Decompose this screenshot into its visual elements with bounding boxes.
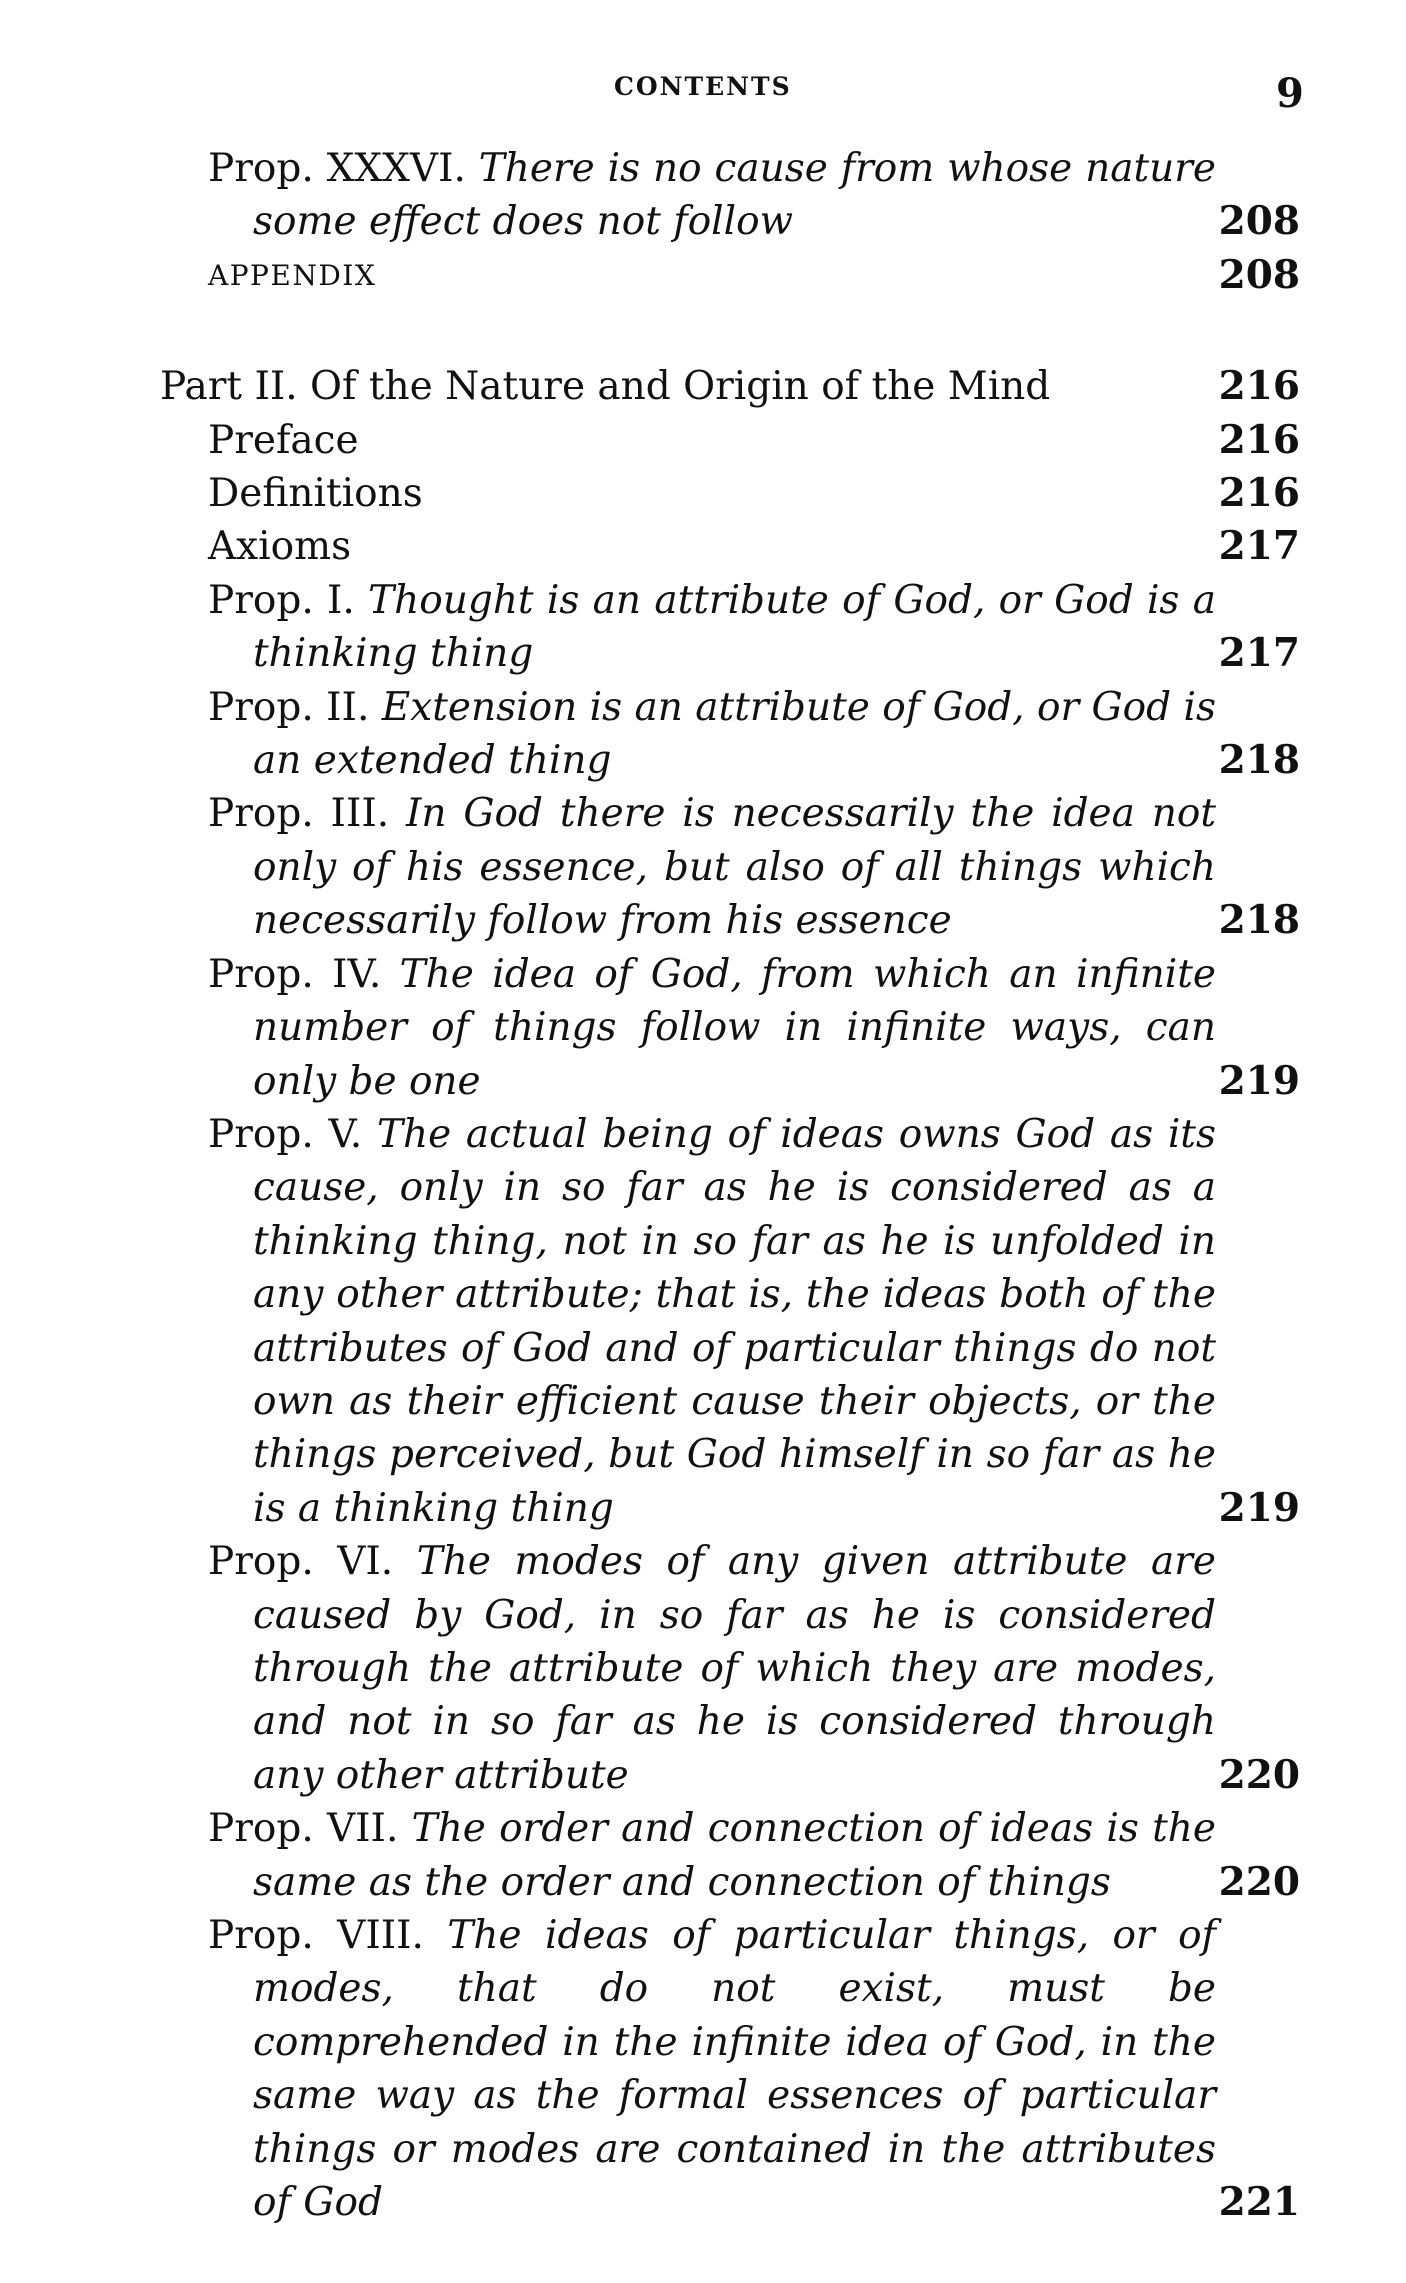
toc-part-heading [0, 360, 1406, 413]
toc-entry-prop-ii [0, 681, 1406, 788]
toc-part-label: Part II. Of the Nature and Origin of the Mind [160, 364, 1051, 410]
page-header-title: CONTENTS [614, 72, 792, 101]
toc-entry-prop-xxxvi [0, 142, 1406, 249]
toc-entry-page: 221 [1218, 2179, 1300, 2226]
toc-entry-label: Prop. VIII. [208, 1913, 424, 1958]
toc-entry-prop-vii [0, 1802, 1406, 1909]
toc-entry-label: APPENDIX [208, 258, 377, 292]
toc-entry-page: 208 [1218, 198, 1300, 245]
toc-entry-page: 218 [1218, 737, 1300, 784]
section-gap [0, 302, 1406, 360]
toc-entry-label: Prop. I. [208, 577, 355, 623]
toc-entry-prop-viii [0, 1909, 1406, 2229]
toc-entry-definitions [0, 467, 1406, 520]
toc-entry-label: Preface [208, 417, 359, 463]
toc-entry-title: The idea of God, from which an infinite number of things follow in infinite ways, can only be one [253, 951, 1216, 1104]
toc-entry-axioms [0, 520, 1406, 573]
toc-entry-page: 219 [1218, 1057, 1300, 1104]
toc-entry-page: 220 [1218, 1751, 1300, 1798]
toc-entry-label: Prop. IV. [208, 951, 382, 997]
toc-entry-label: Prop. XXXVI. [208, 146, 466, 191]
toc-entry-page: 217 [1218, 523, 1300, 570]
toc-entry-page: 216 [1218, 470, 1300, 517]
page-number: 9 [1276, 70, 1304, 117]
toc-entry-prop-vi [0, 1535, 1406, 1802]
toc-entry-label: Prop. VII. [208, 1806, 399, 1852]
toc-entry-prop-iii [0, 787, 1406, 947]
toc-entry-label: Prop. V. [208, 1111, 363, 1157]
toc-entry-page: 220 [1218, 1858, 1300, 1905]
toc-entry-title: Thought is an attribute of God, or God is a thinking thing [253, 577, 1216, 677]
toc-entry-title: The modes of any given attribute are caused by God, in so far as he is considered through the attribute of which they are modes, and not in so far as he is considered through any other attribute [253, 1539, 1216, 1798]
toc-entry-title: The actual being of ideas owns God as its cause, only in so far as he is considered as a thinking thing, not in so far as he is unfolded in any other attribute; that is, the ideas both of the attributes of God and of particular things do not own as their efficient cause their objects, or the things perceived, but God himself in so far as he is a thinking thing [253, 1111, 1216, 1531]
toc-entry-page: 218 [1218, 897, 1300, 944]
toc-entry-title: The ideas of particular things, or of modes, that do not exist, must be comprehended in the infinite idea of God, in the same way as the formal essences of particular things or modes are contained in the attributes of God [253, 1913, 1216, 2226]
toc-entry-preface [0, 414, 1406, 467]
toc-entry-label: Prop. VI. [208, 1539, 394, 1585]
toc-entry-prop-i [0, 574, 1406, 681]
toc-entry-page: 208 [1218, 251, 1300, 298]
running-head [0, 72, 1406, 132]
toc-entry-title: There is no cause from whose nature some effect does not follow [253, 146, 1216, 245]
toc-entry-title: In God there is necessarily the idea not only of his essence, but also of all things which necessarily follow from his essence [253, 791, 1216, 944]
toc-entry-prop-v [0, 1108, 1406, 1535]
toc-entry-label: Prop. II. [208, 684, 370, 730]
toc-entry-page: 216 [1218, 416, 1300, 463]
toc-entry-page: 219 [1218, 1484, 1300, 1531]
toc-entry-title: The order and connection of ideas is the same as the order and connection of things [253, 1806, 1216, 1905]
toc-entry-appendix [0, 249, 1406, 302]
table-of-contents [0, 142, 1406, 2229]
toc-entry-label: Definitions [208, 471, 423, 517]
toc-entry-page: 217 [1218, 630, 1300, 677]
toc-entry-label: Prop. III. [208, 791, 390, 837]
toc-entry-label: Axioms [208, 524, 352, 570]
toc-part-page: 216 [1218, 363, 1300, 410]
toc-entry-prop-iv [0, 948, 1406, 1108]
toc-entry-title: Extension is an attribute of God, or God is an extended thing [253, 684, 1217, 784]
